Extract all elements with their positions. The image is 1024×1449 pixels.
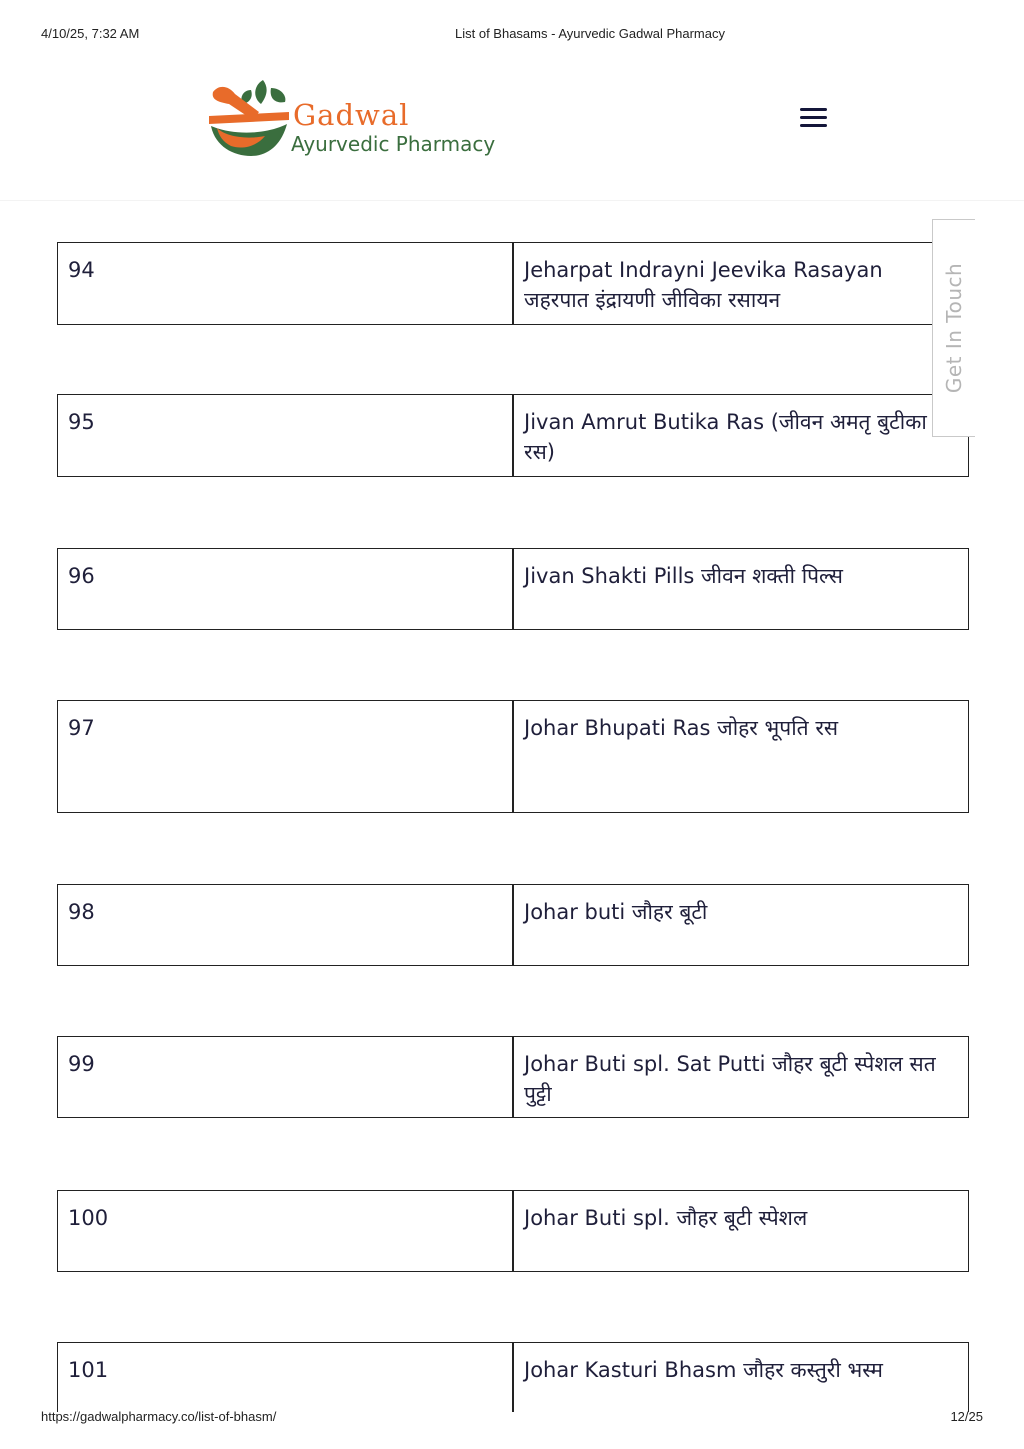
product-name: Johar Buti spl. जौहर बूटी स्पेशल	[524, 1206, 808, 1230]
product-row	[57, 548, 969, 630]
product-number: 97	[58, 701, 514, 812]
hamburger-menu-icon[interactable]	[800, 108, 828, 130]
product-number: 100	[58, 1191, 514, 1271]
product-number: 99	[58, 1037, 514, 1117]
print-page-indicator: 12/25	[950, 1409, 983, 1424]
print-header	[0, 26, 1024, 44]
product-name: Johar buti जौहर बूटी	[524, 900, 708, 924]
product-row	[57, 1190, 969, 1272]
brand-tagline: Ayurvedic Pharmacy	[291, 132, 496, 156]
product-name: Johar Kasturi Bhasm जौहर कस्तुरी भस्म	[524, 1358, 883, 1382]
site-logo[interactable]	[205, 76, 515, 162]
get-in-touch-tab[interactable]	[932, 219, 975, 437]
print-page-title: List of Bhasams - Ayurvedic Gadwal Pharmacy	[455, 26, 725, 41]
product-name: Jivan Shakti Pills जीवन शक्ती पिल्स	[524, 564, 843, 588]
site-header	[0, 60, 1024, 201]
product-name: Jeharpat Indrayni Jeevika Rasayan जहरपात इंद्रायणी जीविका रसायन	[524, 258, 883, 312]
product-number: 98	[58, 885, 514, 965]
product-number: 101	[58, 1343, 514, 1412]
product-row	[57, 394, 969, 477]
product-name: Johar Buti spl. Sat Putti जौहर बूटी स्पेशल सत पुट्टी	[524, 1052, 936, 1106]
product-row	[57, 242, 969, 325]
brand-name: Gadwal	[293, 98, 410, 132]
mortar-pestle-icon	[205, 76, 291, 162]
product-row	[57, 700, 969, 813]
print-url: https://gadwalpharmacy.co/list-of-bhasm/	[41, 1409, 277, 1424]
product-row	[57, 1036, 969, 1118]
get-in-touch-label: Get In Touch	[942, 262, 966, 394]
product-row	[57, 1342, 969, 1412]
product-name: Jivan Amrut Butika Ras (जीवन अमतृ बुटीका रस)	[524, 410, 927, 464]
product-row	[57, 884, 969, 966]
product-number: 95	[58, 395, 514, 476]
product-name: Johar Bhupati Ras जोहर भूपति रस	[524, 716, 839, 740]
product-number: 96	[58, 549, 514, 629]
print-footer	[0, 1409, 1024, 1427]
print-datetime: 4/10/25, 7:32 AM	[41, 26, 140, 41]
product-number: 94	[58, 243, 514, 324]
